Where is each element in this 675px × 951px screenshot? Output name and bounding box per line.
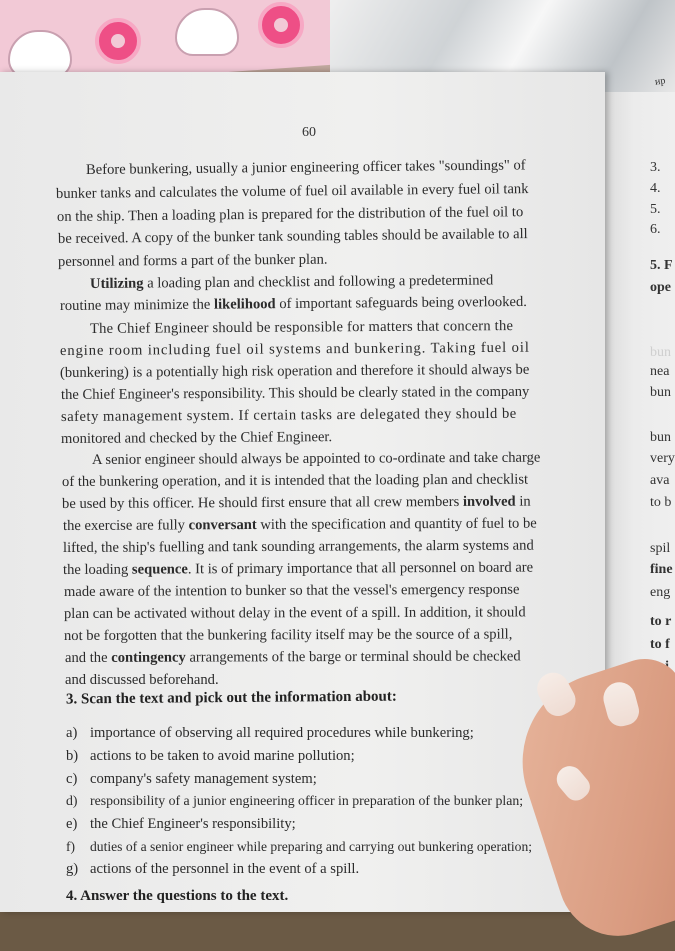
list-text: responsibility of a junior engineering officer in preparation of the bunker plan;: [90, 793, 524, 808]
text-line: be received. A copy of the bunker tank sounding tables should be available to all: [57, 226, 528, 247]
list-item: [66, 725, 474, 742]
text-line: and discussed beforehand.: [65, 672, 219, 688]
text-line: The Chief Engineer should be responsible for matters that concern the: [89, 318, 514, 337]
list-text: duties of a senior engineer while preparing and carrying out bunkering operation;: [90, 839, 533, 854]
right-number: 4.: [650, 181, 661, 196]
list-text: actions to be taken to avoid marine pollution;: [90, 748, 355, 764]
list-letter: f): [66, 839, 76, 854]
text-line: the Chief Engineer's responsibility. This should be clearly stated in the company: [60, 383, 530, 403]
right-fragment: ope: [650, 280, 671, 295]
text-line: not be forgotten that the bunkering facility itself may be the source of a spill,: [63, 626, 513, 644]
list-text: the Chief Engineer's responsibility;: [90, 816, 296, 832]
text-line: monitored and checked by the Chief Engineer.: [60, 429, 333, 447]
keyword-involved: involved: [462, 493, 516, 510]
list-text: company's safety management system;: [90, 771, 317, 787]
text-fragment: routine may minimize the: [59, 296, 215, 314]
keyword-contingency: contingency: [111, 649, 186, 666]
list-letter: e): [66, 816, 78, 832]
text-line: personnel and forms a part of the bunker plan.: [57, 251, 328, 270]
right-fragment: fine: [650, 562, 673, 577]
text-fragment: the loading: [62, 561, 132, 578]
right-fragment: to b: [650, 495, 672, 510]
list-letter: d): [66, 793, 78, 808]
list-item: [66, 816, 296, 833]
keyword-utilizing: Utilizing: [89, 275, 144, 292]
right-fragment: nea: [650, 364, 670, 379]
right-fragment: 5. F: [650, 258, 673, 273]
right-fragment: ava: [650, 473, 670, 488]
text-fragment: and the: [64, 649, 112, 666]
text-line: bunker tanks and calculates the volume of fuel oil available in every fuel oil tank: [55, 181, 529, 202]
page-number: 60: [302, 125, 316, 140]
text-fragment: arrangements of the barge or terminal should be checked: [185, 648, 521, 666]
right-fragment: eng: [650, 585, 671, 600]
text-line: Before bunkering, usually a junior engineering officer takes "soundings" of: [85, 157, 526, 178]
text-fragment: be used by this officer. He should first ensure that all crew members: [61, 493, 463, 512]
list-text: actions of the personnel in the event of a spill.: [90, 861, 360, 877]
keyword-sequence: sequence: [131, 561, 188, 578]
text-line: on the ship. Then a loading plan is prepared for the distribution of the fuel oil to: [56, 204, 524, 225]
text-line: plan can be activated without delay in the event of a spill. In addition, it should: [63, 604, 526, 622]
exercise-title: 3. Scan the text and pick out the information about:: [65, 688, 397, 708]
text-line: A senior engineer should always be appointed to co-ordinate and take charge: [91, 449, 541, 468]
right-fragment: bun: [650, 430, 671, 445]
right-number: 5.: [650, 202, 661, 217]
text-fragment: of important safeguards being overlooked.: [275, 293, 527, 313]
text-fragment: the exercise are fully: [62, 517, 189, 534]
text-line: [63, 560, 533, 579]
text-line: [62, 494, 531, 513]
text-fragment: in: [515, 493, 531, 510]
text-line: engine room including fuel oil systems and bunkering. Taking fuel oil: [59, 339, 530, 359]
text-fragment: . It is of primary importance that all personnel on board are: [187, 559, 534, 578]
right-fragment: bun: [650, 345, 671, 360]
text-fragment: with the specification and quantity of fuel to be: [256, 515, 537, 533]
right-fragment: very: [650, 451, 675, 466]
donut-print-icon: [95, 18, 141, 64]
right-fragment: spil: [650, 541, 671, 556]
right-fragment: to r: [650, 614, 672, 629]
list-text: importance of observing all required procedures while bunkering;: [90, 725, 474, 741]
list-letter: a): [66, 725, 78, 741]
text-line: [90, 272, 493, 293]
keyword-conversant: conversant: [188, 516, 257, 534]
cat-print-icon: [175, 8, 239, 56]
list-item: [66, 748, 355, 765]
list-item: [66, 771, 317, 788]
text-fragment: a loading plan and checklist and following a predetermined: [143, 272, 494, 292]
text-line: lifted, the ship's fuelling and tank sounding arrangements, the alarm systems and: [62, 537, 534, 556]
list-letter: g): [66, 861, 79, 877]
list-item: [66, 861, 359, 878]
list-item: [66, 793, 523, 809]
text-line: [63, 516, 537, 535]
list-letter: c): [66, 771, 78, 787]
right-fragment: bun: [650, 385, 671, 400]
right-fragment: to f: [650, 637, 670, 652]
right-number: 3.: [650, 160, 661, 175]
cat-print-icon: [8, 30, 72, 78]
corner-text: ир: [654, 75, 667, 88]
keyword-likelihood: likelihood: [213, 296, 276, 313]
list-letter: b): [66, 748, 79, 764]
text-line: [65, 648, 521, 667]
donut-print-icon: [258, 2, 304, 48]
text-line: (bunkering) is a potentially high risk operation and therefore it should always be: [59, 361, 530, 381]
next-exercise-title: 4. Answer the questions to the text.: [66, 888, 289, 904]
text-line: of the bunkering operation, and it is intended that the loading plan and checklist: [61, 471, 529, 490]
list-item: [66, 839, 532, 855]
right-number: 6.: [650, 222, 661, 237]
text-line: made aware of the intention to bunker so that the vessel's emergency response: [63, 581, 520, 600]
text-line: safety management system. If certain tasks are delegated they should be: [60, 405, 517, 425]
